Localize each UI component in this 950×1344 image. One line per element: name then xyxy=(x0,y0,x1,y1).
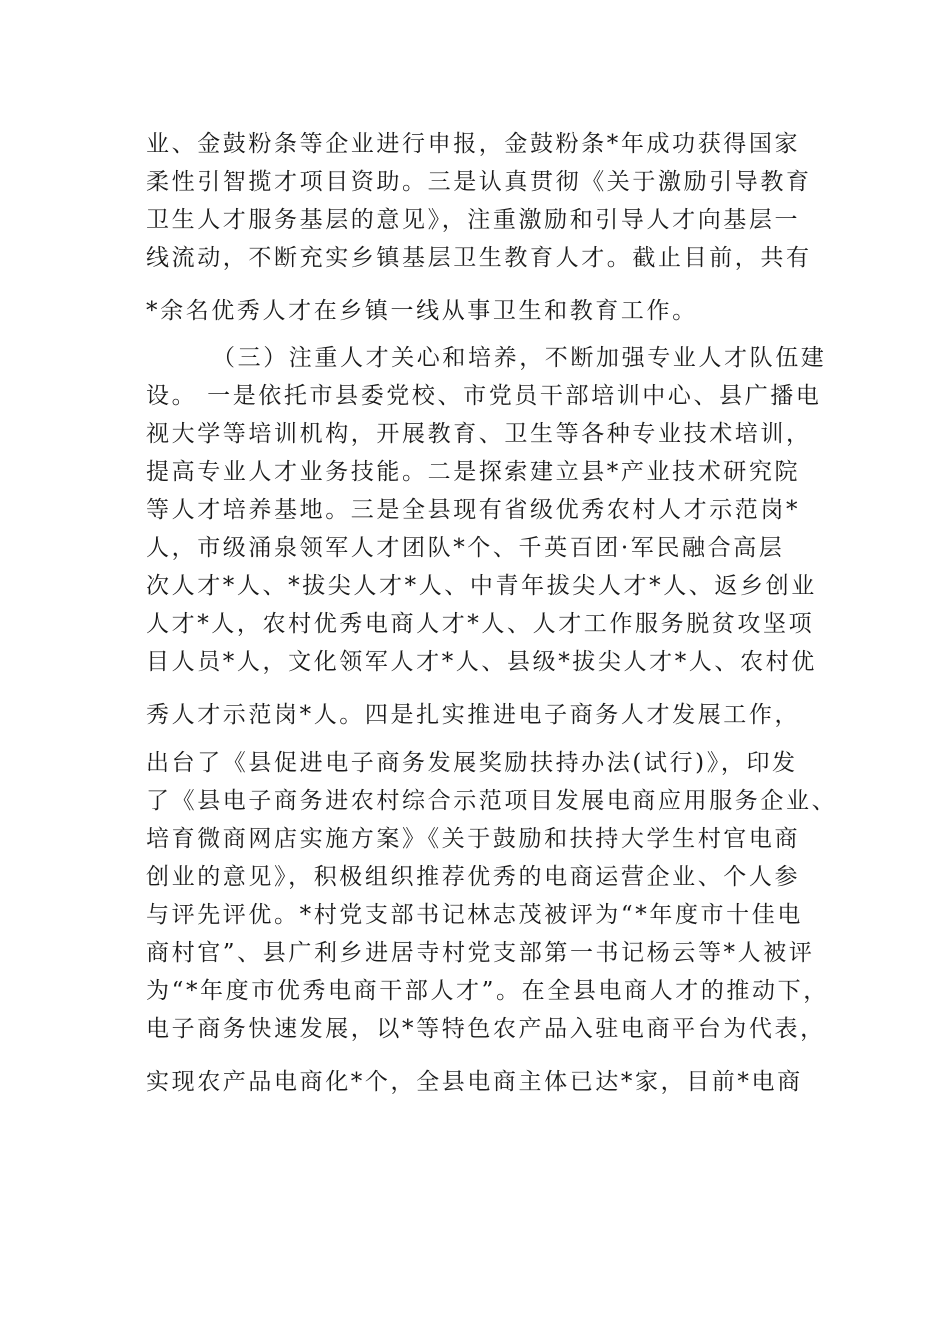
paragraph-line: 柔性引智揽才项目资助。三是认真贯彻《关于激励引导教育 xyxy=(146,169,812,195)
paragraph-line: 秀人才示范岗*人。四是扎实推进电子商务人才发展工作， xyxy=(146,702,801,728)
paragraph-line: 目人员*人，文化领军人才*人、县级*拔尖人才*人、农村优 xyxy=(146,649,817,675)
paragraph-line: 与评先评优。*村党支部书记林志茂被评为“*年度市十佳电 xyxy=(146,902,803,928)
paragraph-line: 视大学等培训机构，开展教育、卫生等各种专业技术培训， xyxy=(146,421,812,447)
paragraph-line: 人才*人，农村优秀电商人才*人、人才工作服务脱贫攻坚项 xyxy=(146,611,815,637)
paragraph-line: 电子商务快速发展，以*等特色农产品入驻电商平台为代表， xyxy=(146,1016,826,1042)
paragraph-line: 线流动，不断充实乡镇基层卫生教育人才。截止目前，共有 xyxy=(146,245,812,271)
paragraph-line: 提高专业人才业务技能。二是探索建立县*产业技术研究院 xyxy=(146,459,801,485)
paragraph-line: 设。 一是依托市县委党校、市党员干部培训中心、县广播电 xyxy=(146,383,822,409)
paragraph-line: 业、金鼓粉条等企业进行申报，金鼓粉条*年成功获得国家 xyxy=(146,131,801,157)
section-heading-line: （三）注重人才关心和培养，不断加强专业人才队伍建 xyxy=(212,345,827,371)
paragraph-line: 人，市级涌泉领军人才团队*个、千英百团·军民融合高层 xyxy=(146,535,785,561)
paragraph-line: 商村官”、县广利乡进居寺村党支部第一书记杨云等*人被评 xyxy=(146,940,815,966)
paragraph-line: 出台了《县促进电子商务发展奖励扶持办法(试行)》，印发 xyxy=(146,750,798,776)
paragraph-line: 实现农产品电商化*个，全县电商主体已达*家，目前*电商 xyxy=(146,1069,803,1095)
paragraph-line: *余名优秀人才在乡镇一线从事卫生和教育工作。 xyxy=(146,298,698,324)
paragraph-line: 创业的意见》，积极组织推荐优秀的电商运营企业、个人参 xyxy=(146,864,801,890)
paragraph-line: 卫生人才服务基层的意见》，注重激励和引导人才向基层一 xyxy=(146,207,801,233)
paragraph-line: 了《县电子商务进农村综合示范项目发展电商应用服务企业、 xyxy=(146,788,838,814)
paragraph-line: 培育微商网店实施方案》《关于鼓励和扶持大学生村官电商 xyxy=(146,826,801,852)
paragraph-line: 为“*年度市优秀电商干部人才”。在全县电商人才的推动下， xyxy=(146,978,829,1004)
paragraph-line: 等人才培养基地。三是全县现有省级优秀农村人才示范岗* xyxy=(146,497,801,523)
paragraph-line: 次人才*人、*拔尖人才*人、中青年拔尖人才*人、返乡创业 xyxy=(146,573,817,599)
